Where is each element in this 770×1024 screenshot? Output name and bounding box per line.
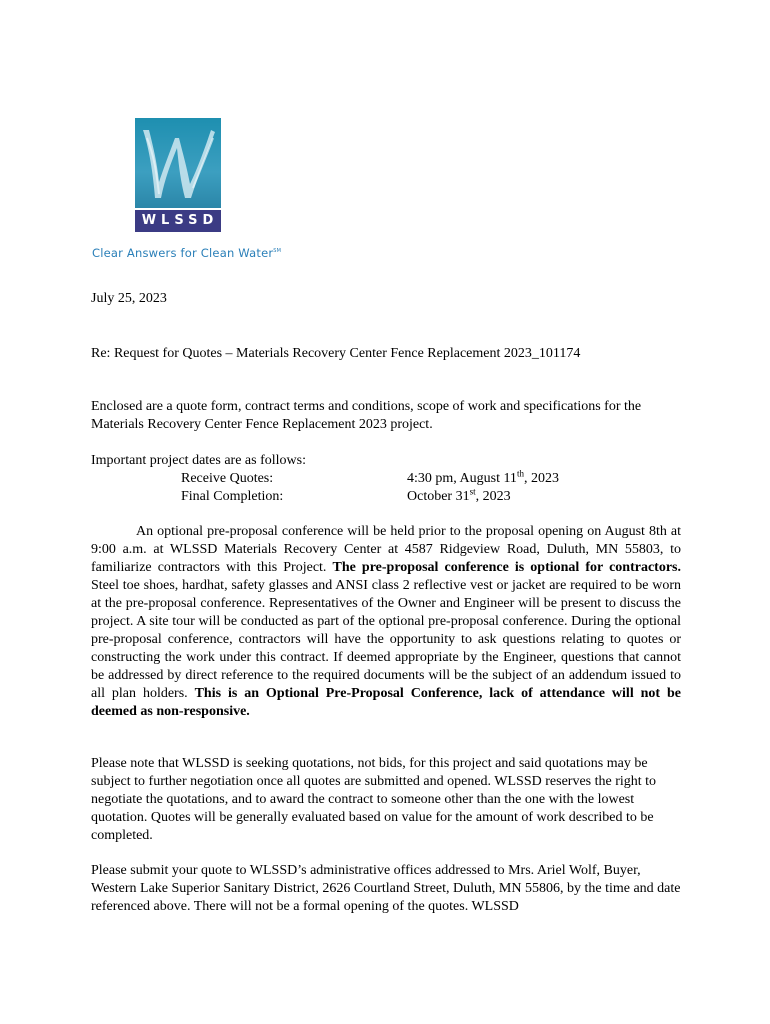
receive-quotes-value: 4:30 pm, August 11th, 2023 [407,468,559,486]
letter-subject: Re: Request for Quotes – Materials Recovery Center Fence Replacement 2023_101174 [91,346,581,361]
quotation-note-paragraph: Please note that WLSSD is seeking quotations, not bids, for this project and said quotations may be subject to further negotiation once all quotes are submitted and opened. WLSSD reserves the right to negotiate the quotations, and to award the contract to someone other than the one with the lowest quotation. Quotes will be generally evaluated based on value for the amount of work described to be completed. [91,756,657,843]
wlssd-logo [135,118,221,232]
intro-paragraph: Enclosed are a quote form, contract terms and conditions, scope of work and specifications for the Materials Recovery Center Fence Replacement 2023 project. [91,399,642,432]
letter-date: July 25, 2023 [91,291,167,306]
logo-tagline: Clear Answers for Clean Water℠ [92,246,282,260]
receive-quotes-label: Receive Quotes: [181,471,274,486]
dates-heading: Important project dates are as follows: [91,453,306,468]
submission-paragraph: Please submit your quote to WLSSD’s administrative offices addressed to Mrs. Ariel Wolf, Buyer, Western Lake Superior Sanitary District, 2626 Courtland Street, Duluth, MN 55806, by the time and date referenced above. There will not be a formal opening of the quotes. WLSSD [91,863,681,914]
logo-w-artwork [135,118,221,208]
final-completion-label: Final Completion: [181,489,284,504]
final-completion-value: October 31st, 2023 [407,486,511,504]
conference-paragraph: An optional pre-proposal conference will be held prior to the proposal opening on August 8th at 9:00 a.m. at WLSSD Materials Recovery Center at 4587 Ridgeview Road, Duluth, MN 55803, to familiarize contractors with this Project. The pre-proposal conference is optional for contractors. Steel toe shoes, hardhat, safety glasses and ANSI class 2 reflective vest or jacket are required to be worn at the pre-proposal conference. Representatives of the Owner and Engineer will be present to discuss the project. A site tour will be conducted as part of the optional pre-proposal conference. During the optional pre-proposal conference, contractors will have the opportunity to ask questions relating to quotes or constructing the work under this contract. If deemed appropriate by the Engineer, questions that cannot be addressed by direct reference to the required documents will be the subject of an addendum issued to all plan holders. This is an Optional Pre-Proposal Conference, lack of attendance will not be deemed as non-responsive. [91,524,681,719]
logo-wordmark: WLSSD [135,210,221,232]
